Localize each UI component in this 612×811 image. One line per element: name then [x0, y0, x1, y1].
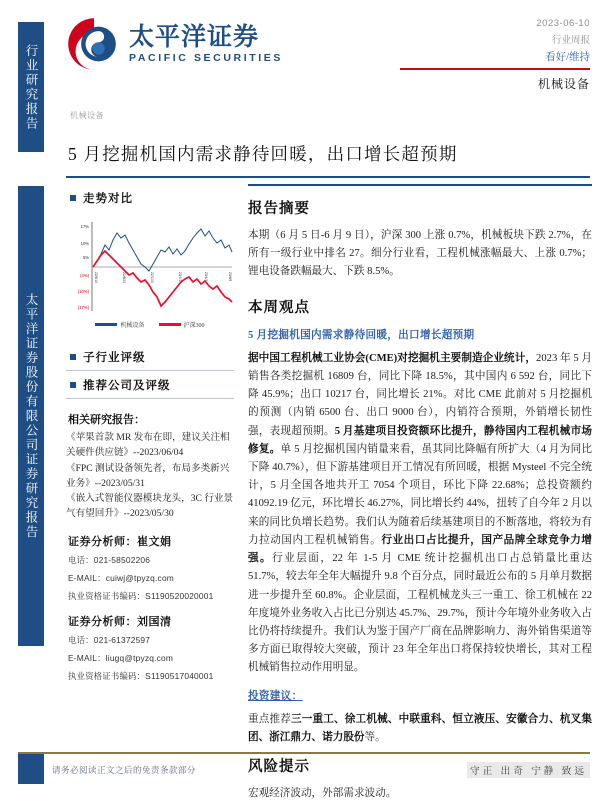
bullet-square-icon — [70, 382, 76, 388]
trend-chart-svg — [66, 214, 234, 318]
advice-prefix: 重点推荐 — [248, 713, 292, 725]
paragraph-3-lead: 行业出口占比提升，国产品牌全球竞争力增强。 — [248, 534, 593, 565]
panel-divider — [66, 398, 234, 399]
legend-label-0: 机械设备 — [120, 323, 145, 329]
rail-company-research: 太平洋证券股份有限公司证券研究报告 — [18, 186, 44, 646]
main-column-divider — [248, 184, 592, 186]
xtick-2: 22/11/3 — [150, 272, 154, 283]
ytick-3: (4%) — [80, 273, 89, 278]
xtick-3: 23/1/17 — [178, 272, 182, 283]
trend-chart — [66, 214, 234, 318]
title-divider — [66, 176, 590, 178]
footer-disclaimer: 请务必阅读正文之后的免责条款部分 — [52, 765, 196, 775]
footer-rail-block — [18, 754, 44, 784]
main-column — [248, 184, 592, 811]
advice-suffix: 等。 — [364, 731, 386, 743]
report-meta — [380, 18, 590, 92]
weekly-view-subhead: 5 月挖掘机国内需求静待回暖，出口增长超预期 — [248, 329, 475, 341]
report-rating: 看好/维持 — [545, 52, 590, 63]
paragraph-1-body: 2023 年 5 月销售各类挖掘机 16809 台，同比下降 18.5%，其中国内 6 592 台，同比下降 45.9%；出口 10217 台，同比增长 21%。对比 CME 此前对 5 月挖掘机的预测（内销 6500 台、出口 9000 台），内销符合预期，外销增长韧性强，表现超预期。 — [248, 352, 592, 437]
brand-name-cn: 太平洋证券 — [129, 22, 260, 51]
page-title: 5 月挖掘机国内需求静待回暖，出口增长超预期 — [68, 144, 458, 164]
analyst-phone: 电话：021-61372597 — [68, 635, 151, 646]
analyst-name: 证券分析师：崔文娟 — [68, 536, 172, 549]
weekly-view-heading: 本周观点 — [248, 299, 310, 316]
analyst-license: 执业资格证书编码：S1190517040001 — [68, 671, 214, 682]
related-research-item[interactable]: 《苹果首款 MR 发布在即，建议关注相关硬件供应链》--2023/06/04 — [66, 432, 230, 458]
summary-paragraph: 本期（6 月 5 日-6 月 9 日），沪深 300 上涨 0.7%，机械板块下跌 2.7%，在所有一级行业中排名 27。细分行业看，工程机械涨幅最大、上涨 0.7%；锂电设备跌幅最大、下跌 8.5%。 — [248, 230, 592, 278]
investment-advice-paragraph — [248, 711, 592, 747]
ytick-0: 17% — [80, 224, 89, 229]
pacific-securities-logo-icon — [66, 16, 122, 72]
analyst-email[interactable]: E-MAIL：cuiwj@tpyzq.com — [68, 573, 174, 584]
footer-divider — [18, 752, 590, 754]
ytick-1: 10% — [80, 241, 89, 246]
xtick-4: 23/4/3 — [204, 272, 208, 282]
risk-paragraph: 宏观经济波动，外部需求波动。 — [248, 788, 397, 800]
legend-swatch-blue — [95, 323, 117, 325]
header-red-rule — [400, 68, 590, 70]
risk-heading: 风险提示 — [248, 759, 310, 776]
ytick-2: 5% — [82, 255, 89, 260]
summary-heading: 报告摘要 — [248, 201, 310, 217]
bullet-square-icon — [70, 195, 76, 201]
analyst-name: 证券分析师：刘国清 — [68, 616, 172, 629]
panel-recommended-title: 推荐公司及评级 — [83, 380, 171, 392]
report-type: 行业周报 — [551, 36, 590, 46]
sector-tag: 机械设备 — [70, 111, 104, 120]
ytick-4: (10%) — [77, 289, 89, 294]
footer-slogan: 守正 出奇 宁静 致远 — [467, 762, 590, 778]
panel-trend-title: 走势对比 — [83, 193, 133, 205]
legend-item-1 — [159, 320, 205, 329]
advice-companies: 三一重工、徐工机械、中联重科、恒立液压、安徽合力、杭叉集团、浙江鼎力、诺力股份 — [248, 713, 593, 743]
paragraph-1-tail-bold: 5 月基建项目投资额环比提升，静待国内工程机械市场修复。 — [248, 425, 593, 455]
left-column — [66, 184, 234, 688]
xtick-5: 23/6/9 — [228, 272, 232, 282]
paragraph-3-body: 行业层面，22 年 1-5 月 CME 统计挖掘机出口占总销量比重达 51.7%，较去年全年大幅提升 9.8 个百分点，同时最近公布的 5 月单月数据进一步提升至 60.8%。企业层面，工程机械龙头三一重工、徐工机械在 22 年度境外业务收入占比已分别达 45.7%、29.7%，预计今年境外业务收入占比仍将持续提升。我们认为鉴于国产厂商在品牌影响力、海外销售渠道等多方面已取得较大突破，预计 23 年全年出口将保持较快增长，其对工程机械销售拉动作用明显。 — [248, 553, 592, 674]
xtick-0: 22/6/10 — [94, 272, 98, 283]
related-research-item[interactable]: 《嵌入式智能仪器模块龙头，3C 行业景气有望回升》--2023/05/30 — [66, 493, 234, 520]
related-research-title: 相关研究报告： — [68, 414, 145, 426]
paragraph-2-body: 单 5 月挖掘机国内销量来看，虽其同比降幅有所扩大（4 月为同比下降 40.7%），但下游基建项目开工情况有所回暖，根据 Mysteel 不完全统计，5 月全国各地共开工 7054 个项目，环比下降 22.68%；总投资额约 41092.19 亿元，环比增长 46.27%，同比增长约 44%，扭转了自今年 2 月以来的同比负增长趋势。我们认为随着后续基建项目的不断落地，将较为有力拉动国内工程机械销售。 — [248, 443, 592, 546]
analyst-license: 执业资格证书编码：S1190520020001 — [68, 591, 214, 602]
investment-advice-heading: 投资建议： — [248, 690, 303, 702]
analyst-phone: 电话：021-58502206 — [68, 555, 151, 566]
bullet-square-icon — [70, 354, 76, 360]
brand-logo — [66, 16, 283, 72]
panel-subindustry-rating — [66, 343, 234, 370]
analyst-email[interactable]: E-MAIL：liugq@tpyzq.com — [68, 653, 174, 664]
paragraph-1-lead: 据中国工程机械工业协会(CME)对挖掘机主要制造企业统计， — [248, 352, 537, 364]
panel-subindustry-title: 子行业评级 — [83, 352, 146, 364]
legend-label-1: 沪深300 — [183, 323, 205, 329]
legend-item-0 — [95, 320, 144, 329]
ytick-5: (17%) — [77, 305, 89, 310]
report-date: 2023-06-10 — [536, 18, 590, 29]
panel-recommended-companies — [66, 371, 234, 398]
chart-legend — [66, 320, 234, 329]
xtick-1: 22/8/24 — [122, 272, 126, 283]
panel-trend-comparison — [66, 184, 234, 211]
legend-swatch-red — [159, 323, 181, 325]
related-research-item[interactable]: 《FPC 测试设备领先者，布局多类新兴业务》--2023/05/31 — [66, 462, 230, 489]
spacer — [66, 329, 234, 343]
paragraph-1 — [248, 350, 592, 678]
report-sector: 机械设备 — [537, 77, 590, 92]
rail-industry-research: 行业研究报告 — [18, 22, 44, 152]
brand-name-en: PACIFIC SECURITIES — [129, 52, 283, 65]
